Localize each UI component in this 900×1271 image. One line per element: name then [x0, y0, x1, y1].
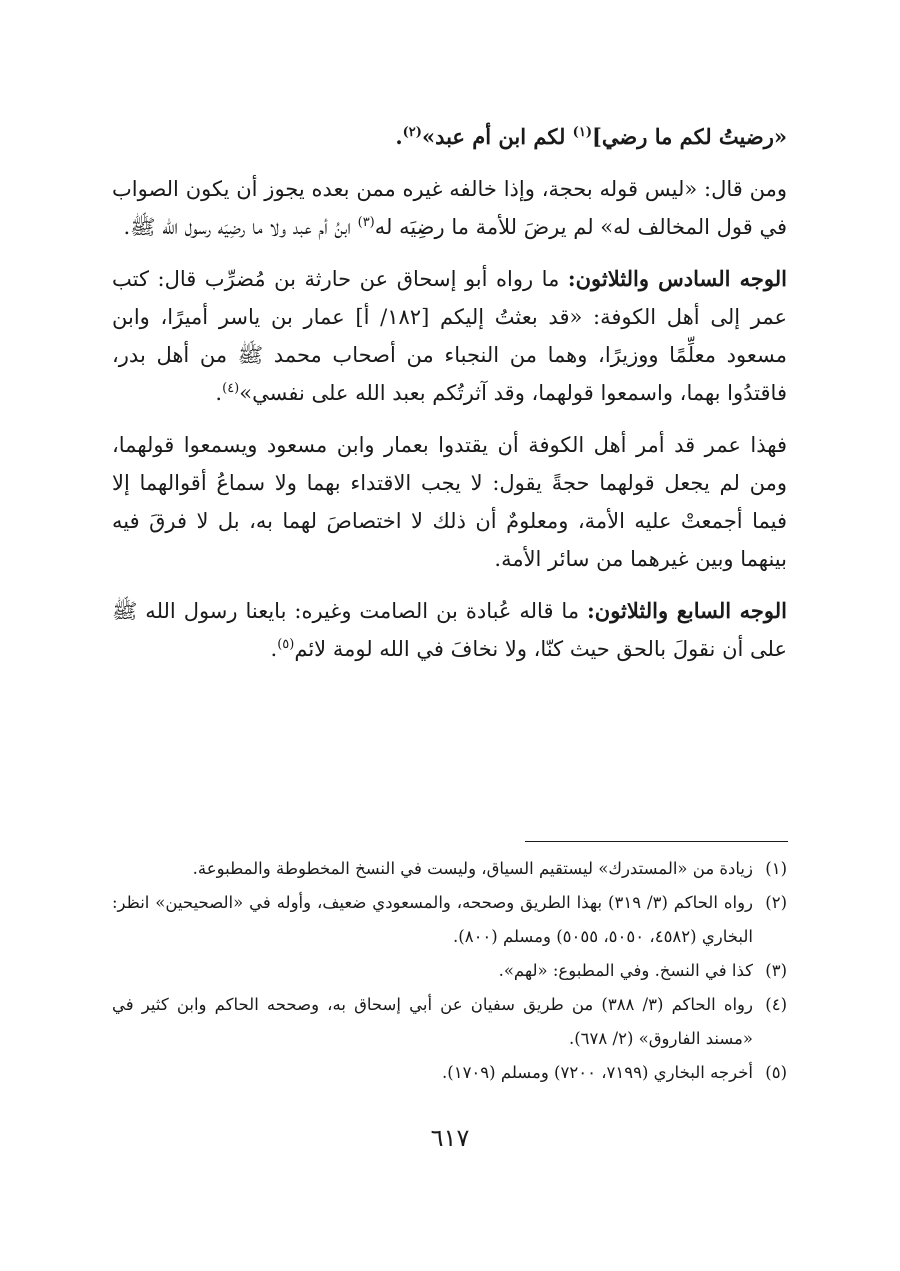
footnote-text: رواه الحاكم (٣/ ٣١٩) بهذا الطريق وصححه، والمسعودي ضعيف، وأوله في «الصحيحين» انظر: البخاري (٤٥٨٢، ٥٠٥٠، ٥٠٥٥) ومسلم (٨٠٠).: [112, 893, 754, 946]
footnote-separator: [525, 841, 788, 842]
footnote-text: أخرجه البخاري (٧١٩٩، ٧٢٠٠) ومسلم (١٧٠٩).: [442, 1063, 753, 1082]
footnote-ref-4: (٤): [222, 381, 240, 396]
paragraph-text-cont: ابنُ أم عبد ولا ما رضِيَه رسول الله ﷺ.: [123, 215, 358, 239]
footnote-text: كذا في النسخ. وفي المطبوع: «لهم».: [498, 961, 753, 980]
footnote-5: [112, 1056, 787, 1090]
paragraph-text: ما قاله عُبادة بن الصامت وغيره: بايعنا رسول الله ﷺ على أن نقولَ بالحق حيث كنّا، ولا نخافَ في الله لومة لائم: [112, 599, 787, 661]
punctuation: .: [270, 637, 278, 661]
footnotes: [112, 852, 787, 1090]
paragraph-text: فهذا عمر قد أمر أهل الكوفة أن يقتدوا بعمار وابن مسعود ويسمعوا قولهما، ومن لم يجعل قولهما حجةً يقول: لا يجب الاقتداء بهما ولا سماعُ أقوالهما إلا فيما أجمعتْ عليه الأمة، ومعلومٌ أن ذلك لا اختصاصَ لهما به، بل لا فرقَ فيه بينهما وبين غيرهما من سائر الأمة.: [112, 433, 787, 571]
footnote-text: زيادة من «المستدرك» ليستقيم السياق، وليست في النسخ المخطوطة والمطبوعة.: [192, 859, 753, 878]
punctuation: .: [215, 381, 223, 405]
footnote-number: (١): [765, 859, 787, 878]
paragraph-1: [112, 118, 787, 156]
paragraph-text: ما رواه أبو إسحاق عن حارثة بن مُضرِّب قال: كتب عمر إلى أهل الكوفة: «قد بعثتُ إليكم [١٨٢/ أ] عمار بن ياسر أميرًا، وابن مسعود معلِّمًا ووزيرًا، وهما من النجباء من أصحاب محمد ﷺ من أهل بدر، فاقتدُوا بهما، واسمعوا قولهما، وقد آثرتُكم بعبد الله على نفسي»: [112, 267, 788, 405]
paragraph-2: [112, 170, 787, 246]
punctuation: .: [395, 124, 403, 149]
footnote-4: [112, 988, 787, 1056]
footnote-ref-3: (٣): [357, 215, 375, 230]
quote-text-cont: لكم ابن أم عبد»: [421, 124, 573, 149]
main-text: [112, 118, 787, 668]
footnote-number: (٣): [765, 961, 787, 980]
paragraph-4: [112, 426, 787, 578]
footnote-3: [112, 954, 787, 988]
paragraph-3: [112, 260, 787, 412]
footnote-ref-2: (٢): [402, 125, 422, 140]
section-heading-37: الوجه السابع والثلاثون:: [587, 598, 787, 623]
footnote-number: (٤): [765, 995, 787, 1014]
paragraph-text: ومن قال: «ليس قوله بحجة، وإذا خالفه غيره ممن بعده يجوز أن يكون الصواب في قول المخالف له» لم يرضَ للأمة ما رضِيَه له: [112, 177, 787, 239]
footnote-ref-5: (٥): [277, 637, 295, 652]
quote-text: «رضيتُ لكم ما رضي]: [591, 124, 787, 149]
footnote-1: [112, 852, 787, 886]
page-number: ٦١٧: [430, 1124, 470, 1152]
footnote-number: (٥): [765, 1063, 787, 1082]
page-body: [112, 118, 787, 668]
footnote-2: [112, 886, 787, 954]
section-heading-36: الوجه السادس والثلاثون:: [567, 266, 787, 291]
footnote-text: رواه الحاكم (٣/ ٣٨٨) من طريق سفيان عن أبي إسحاق به، وصححه الحاكم وابن كثير في «مسند الفاروق» (٢/ ٦٧٨).: [112, 995, 753, 1048]
footnote-ref-1: (١): [572, 125, 592, 140]
footnote-number: (٢): [765, 893, 787, 912]
paragraph-5: [112, 592, 787, 668]
